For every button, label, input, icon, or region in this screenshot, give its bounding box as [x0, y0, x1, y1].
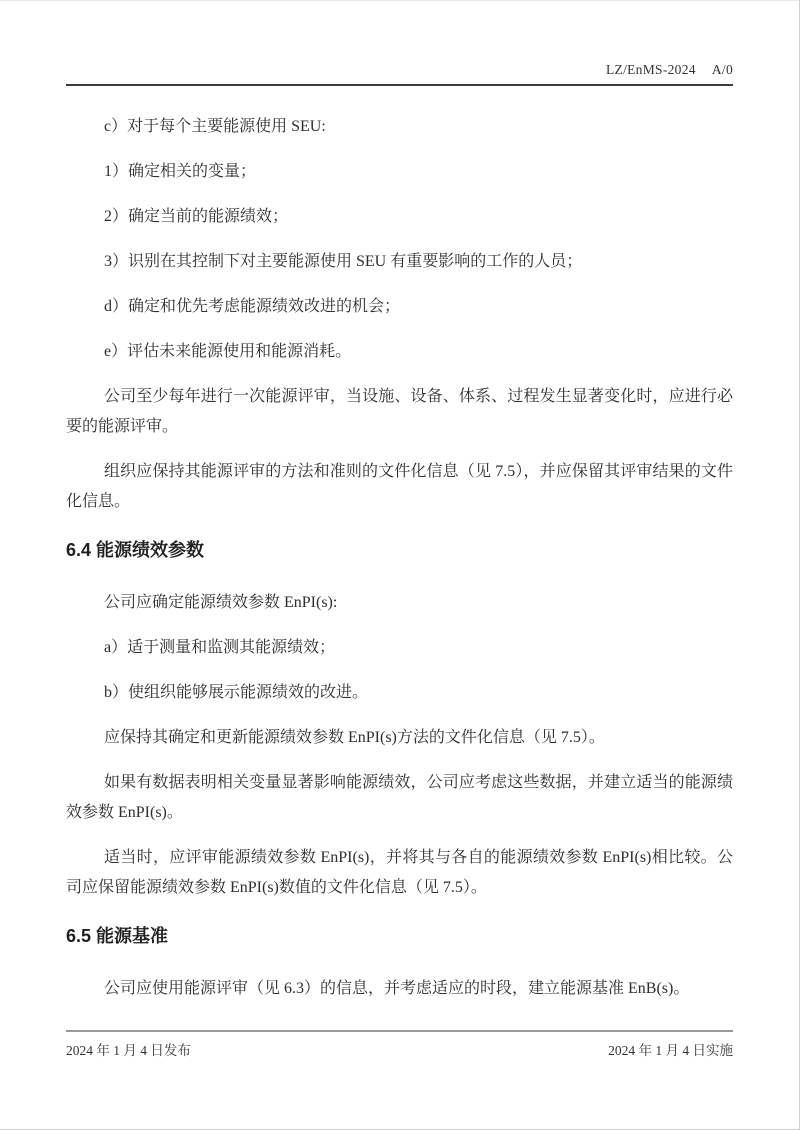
doc-revision: A/0 — [711, 62, 733, 77]
list-item-e: e）评估未来能源使用和能源消耗。 — [104, 343, 352, 360]
section-heading-6-5: 6.5 能源基准 — [66, 926, 169, 946]
list-item-1: 1）确定相关的变量； — [104, 163, 257, 180]
list-item-d: d）确定和优先考虑能源绩效改进的机会； — [104, 298, 401, 315]
section-heading-6-4: 6.4 能源绩效参数 — [66, 540, 205, 560]
list-item-c: c）对于每个主要能源使用 SEU: — [104, 118, 326, 135]
page-header — [66, 62, 733, 86]
paragraph: 公司应确定能源绩效参数 EnPI(s): — [104, 594, 338, 611]
doc-number: LZ/EnMS-2024 — [605, 62, 696, 77]
list-item-2: 2）确定当前的能源绩效； — [104, 208, 289, 225]
paragraph: 公司应使用能源评审（见 6.3）的信息，并考虑适应的时段，建立能源基准 EnB(s)。 — [104, 980, 690, 997]
footer-issue-date: 2024 年 1 月 4 日发布 — [66, 1043, 191, 1058]
list-item-a: a）适于测量和监测其能源绩效； — [104, 639, 336, 656]
footer-implement-date: 2024 年 1 月 4 日实施 — [608, 1043, 733, 1058]
document-body — [66, 112, 733, 1019]
paragraph: 公司至少每年进行一次能源评审，当设施、设备、体系、过程发生显著变化时，应进行必要的能源评审。 — [66, 388, 733, 435]
paragraph: 如果有数据表明相关变量显著影响能源绩效，公司应考虑这些数据，并建立适当的能源绩效参数 EnPI(s)。 — [66, 774, 733, 821]
paragraph: 组织应保持其能源评审的方法和准则的文件化信息（见 7.5），并应保留其评审结果的文件化信息。 — [66, 463, 733, 510]
paragraph: 应保持其确定和更新能源绩效参数 EnPI(s)方法的文件化信息（见 7.5）。 — [104, 729, 605, 746]
paragraph: 适当时，应评审能源绩效参数 EnPI(s)，并将其与各自的能源绩效参数 EnPI(s)相比较。公司应保留能源绩效参数 EnPI(s)数值的文件化信息（见 7.5）。 — [66, 849, 733, 896]
list-item-b: b）使组织能够展示能源绩效的改进。 — [104, 684, 369, 701]
page-footer — [66, 1030, 733, 1059]
list-item-3: 3）识别在其控制下对主要能源使用 SEU 有重要影响的工作的人员； — [104, 253, 583, 270]
